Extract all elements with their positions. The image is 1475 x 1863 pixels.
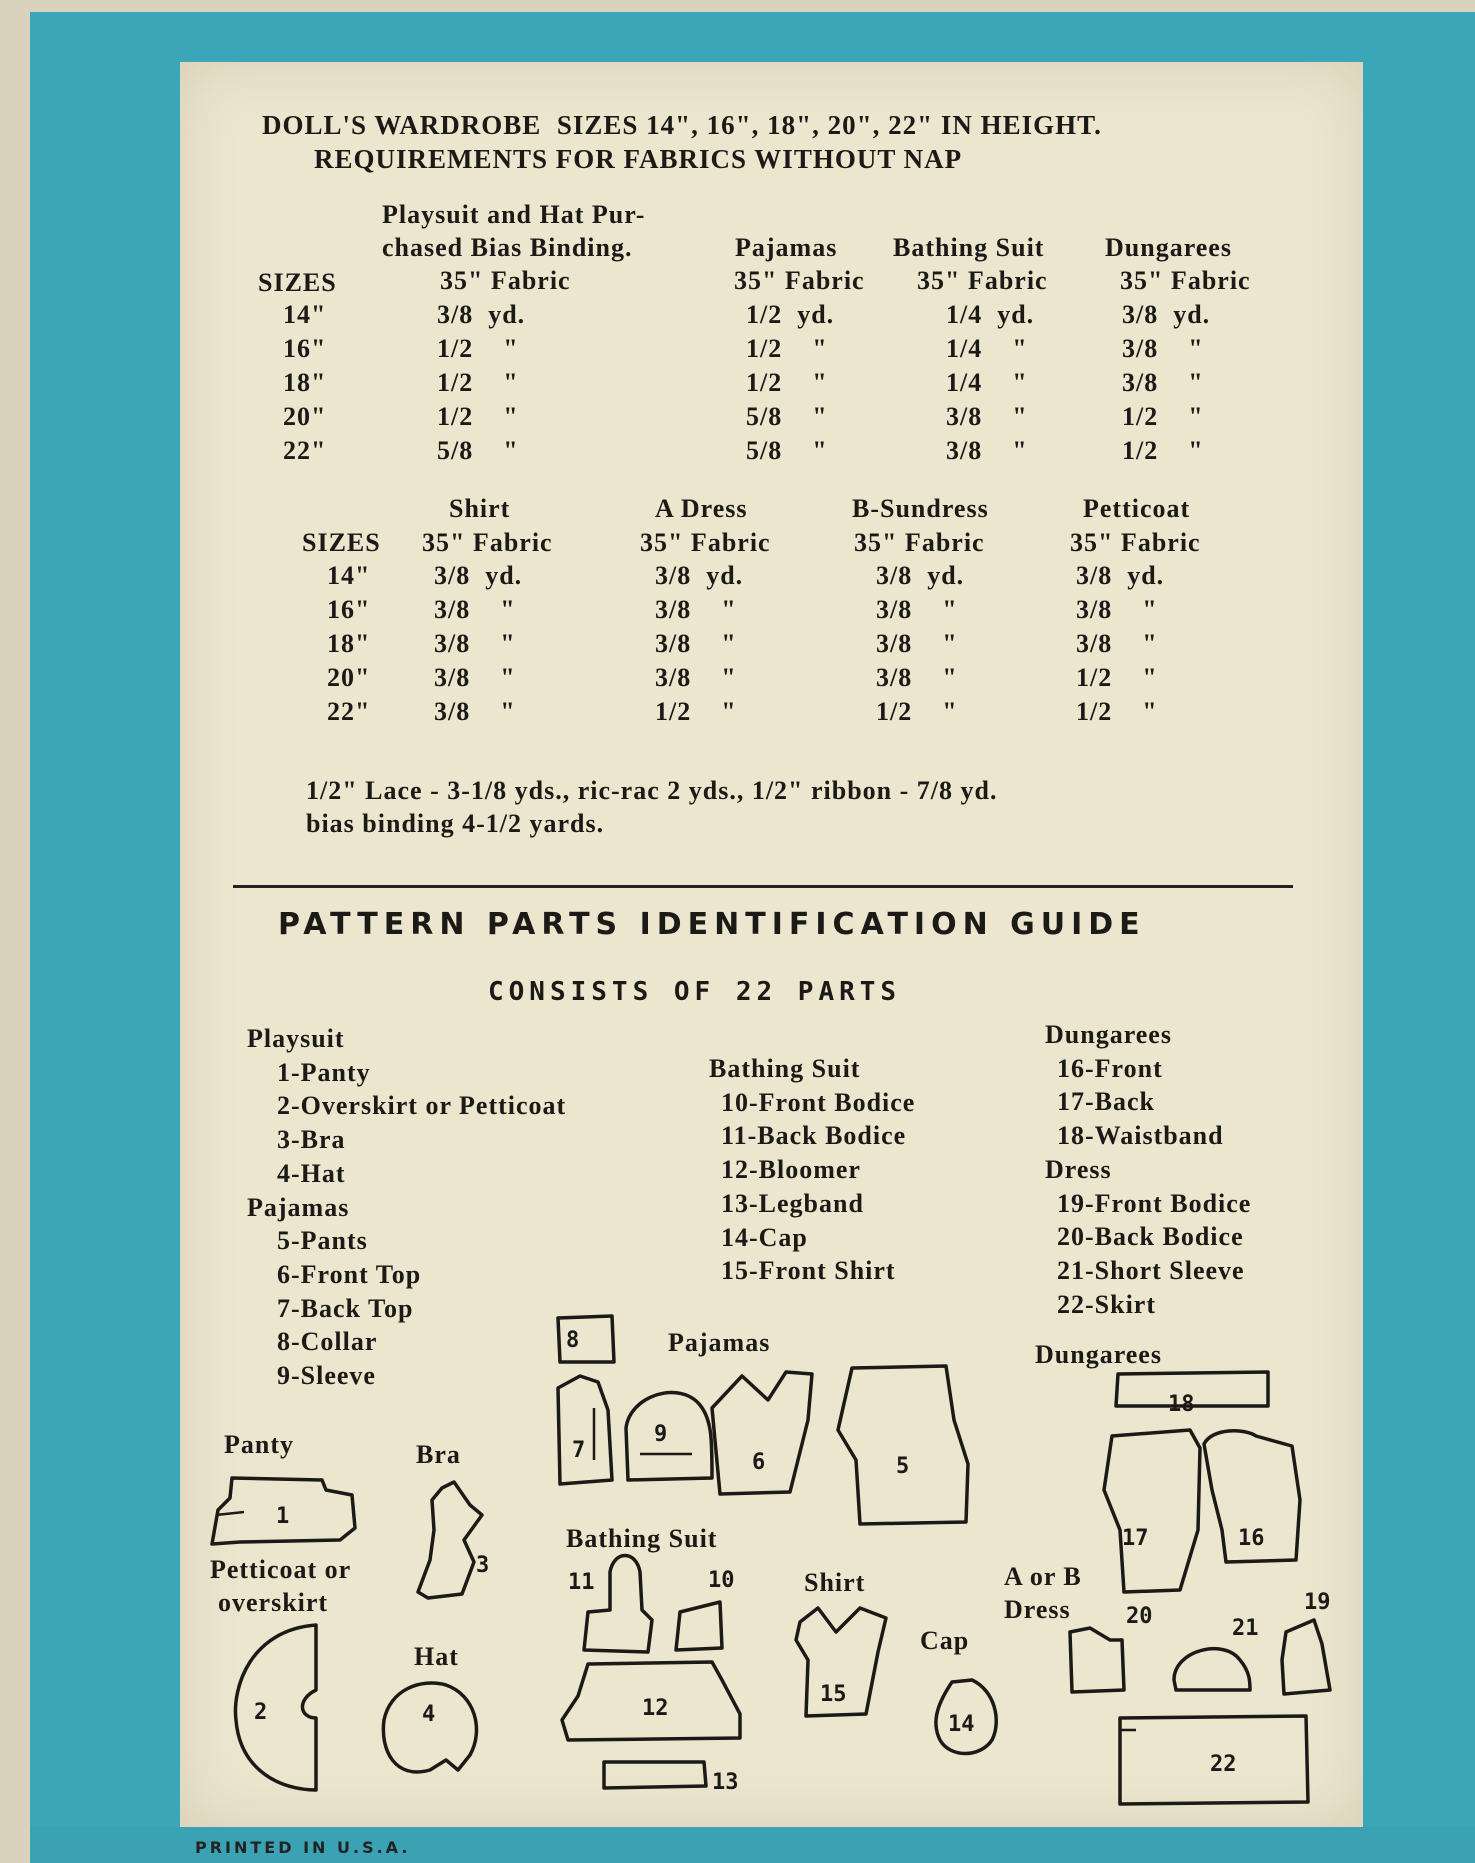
table-1-cell: 1/2 " <box>1122 402 1204 431</box>
piece-back <box>1104 1430 1200 1592</box>
table-1-cell: 3/8 " <box>1122 334 1204 363</box>
t2-header-fabric-4: 35" Fabric <box>1070 528 1201 557</box>
table-1-cell: 3/8 yd. <box>1122 300 1211 329</box>
notions-line-1: 1/2" Lace - 3-1/8 yds., ric-rac 2 yds., 1/2" ribbon - 7/8 yd. <box>306 776 998 805</box>
table-2-cell: 3/8 yd. <box>655 561 744 590</box>
table-2-cell: 3/8 " <box>876 629 958 658</box>
piece-number: 10 <box>708 1568 735 1593</box>
piece-number: 12 <box>642 1696 669 1721</box>
label-shirt: Shirt <box>804 1568 866 1597</box>
part-item: 9-Sleeve <box>277 1361 376 1391</box>
t1-header-fabric-3: 35" Fabric <box>917 266 1048 295</box>
label-panty: Panty <box>224 1430 294 1459</box>
part-item: 18-Waistband <box>1057 1121 1224 1151</box>
piece-back-bodice-dress <box>1070 1628 1124 1692</box>
part-item: 14-Cap <box>721 1222 808 1252</box>
t2-header-petticoat: Petticoat <box>1083 494 1191 523</box>
table-1-cell: 16" <box>283 334 327 363</box>
header-line-1: DOLL'S WARDROBE SIZES 14", 16", 18", 20", 22" IN HEIGHT. <box>262 110 1102 140</box>
piece-number: 22 <box>1210 1752 1237 1777</box>
piece-legband <box>604 1762 706 1788</box>
t1-header-dungarees: Dungarees <box>1105 233 1232 262</box>
piece-number: 19 <box>1304 1590 1331 1615</box>
piece-number: 15 <box>820 1682 847 1707</box>
guide-title: PATTERN PARTS IDENTIFICATION GUIDE <box>278 907 1146 942</box>
part-item: 13-Legband <box>721 1188 864 1218</box>
part-item: 3-Bra <box>277 1125 346 1155</box>
table-1-cell: 1/4 " <box>946 334 1028 363</box>
table-2-cell: 3/8 " <box>434 629 516 658</box>
part-item: 7-Back Top <box>277 1293 414 1323</box>
parts-group-pajamas: Pajamas <box>247 1192 350 1222</box>
piece-number: 21 <box>1232 1616 1259 1641</box>
piece-number: 7 <box>572 1438 586 1463</box>
part-item: 22-Skirt <box>1057 1289 1156 1319</box>
notions-line-2: bias binding 4-1/2 yards. <box>306 809 605 838</box>
table-2-cell: 20" <box>327 663 371 692</box>
piece-hat <box>383 1683 476 1772</box>
piece-number: 5 <box>896 1454 910 1479</box>
table-2-cell: 1/2 " <box>876 697 958 726</box>
label-dress-2: Dress <box>1004 1595 1071 1624</box>
label-bathing-suit: Bathing Suit <box>566 1524 718 1553</box>
table-1-cell: 1/4 yd. <box>946 300 1035 329</box>
table-2-cell: 3/8 " <box>655 595 737 624</box>
part-item: 15-Front Shirt <box>721 1256 896 1286</box>
t1-header-playsuit-a: Playsuit and Hat Pur- <box>382 200 646 229</box>
t1-header-bathing: Bathing Suit <box>893 233 1045 262</box>
part-item: 16-Front <box>1057 1053 1163 1083</box>
t1-header-fabric-2: 35" Fabric <box>734 266 865 295</box>
table-1-cell: 5/8 " <box>746 436 828 465</box>
guide-subtitle: CONSISTS OF 22 PARTS <box>488 977 902 1007</box>
label-cap: Cap <box>920 1626 970 1655</box>
table-2-cell: 3/8 " <box>434 663 516 692</box>
part-item: 5-Pants <box>277 1226 368 1256</box>
t2-header-fabric-1: 35" Fabric <box>422 528 553 557</box>
piece-number: 17 <box>1122 1526 1149 1551</box>
piece-back-top <box>558 1376 612 1484</box>
parts-group-bathing-suit: Bathing Suit <box>709 1054 861 1083</box>
table-2-cell: 1/2 " <box>655 697 737 726</box>
table-2-cell: 3/8 yd. <box>434 561 523 590</box>
label-hat: Hat <box>414 1642 459 1671</box>
table-2-cell: 3/8 " <box>1076 629 1158 658</box>
t2-header-bsundress: B-Sundress <box>852 494 989 523</box>
parts-group-dress: Dress <box>1045 1154 1112 1184</box>
part-item: 4-Hat <box>277 1158 346 1188</box>
table-1-cell: 1/2 yd. <box>746 300 835 329</box>
table-2-cell: 3/8 " <box>1076 595 1158 624</box>
piece-number: 18 <box>1168 1392 1195 1417</box>
piece-sleeve <box>626 1393 712 1480</box>
table-2-cell: 3/8 " <box>655 663 737 692</box>
table-1-cell: 14" <box>283 300 327 329</box>
piece-pants <box>838 1366 968 1524</box>
t1-header-fabric-1: 35" Fabric <box>440 266 571 295</box>
table-1-cell: 20" <box>283 402 327 431</box>
parts-group-dungarees: Dungarees <box>1045 1020 1172 1049</box>
piece-number: 11 <box>568 1570 595 1595</box>
piece-number: 3 <box>476 1553 490 1578</box>
table-2-cell: 14" <box>327 561 371 590</box>
t2-header-sizes: SIZES <box>302 528 381 557</box>
table-1-cell: 3/8 " <box>946 436 1028 465</box>
piece-number: 16 <box>1238 1526 1265 1551</box>
piece-bra <box>418 1482 482 1598</box>
piece-front-top <box>712 1372 812 1494</box>
printed-in-usa: PRINTED IN U.S.A. <box>195 1838 411 1857</box>
piece-number: 13 <box>712 1770 739 1795</box>
table-2-cell: 1/2 " <box>1076 663 1158 692</box>
part-item: 8-Collar <box>277 1327 378 1357</box>
table-1-cell: 3/8 " <box>1122 368 1204 397</box>
table-2-cell: 3/8 " <box>876 663 958 692</box>
label-petticoat-1: Petticoat or <box>210 1555 352 1584</box>
label-dungarees: Dungarees <box>1035 1340 1162 1369</box>
table-2-cell: 3/8 " <box>655 629 737 658</box>
table-1-cell: 5/8 " <box>437 436 519 465</box>
piece-number: 6 <box>752 1450 766 1475</box>
part-item: 6-Front Top <box>277 1259 422 1289</box>
part-item: 11-Back Bodice <box>721 1121 907 1151</box>
table-2-cell: 3/8 yd. <box>1076 561 1165 590</box>
piece-number: 8 <box>566 1328 580 1353</box>
piece-front-bodice <box>676 1602 722 1650</box>
table-2-cell: 16" <box>327 595 371 624</box>
t2-header-fabric-2: 35" Fabric <box>640 528 771 557</box>
part-item: 12-Bloomer <box>721 1155 861 1185</box>
t2-header-adress: A Dress <box>655 494 748 523</box>
table-1-cell: 1/2 " <box>746 334 828 363</box>
t1-header-playsuit-b: chased Bias Binding. <box>382 233 633 262</box>
piece-petticoat <box>235 1625 316 1790</box>
piece-short-sleeve <box>1174 1649 1250 1690</box>
t1-header-pajamas: Pajamas <box>735 233 838 262</box>
table-2-cell: 18" <box>327 629 371 658</box>
piece-number: 20 <box>1126 1604 1153 1629</box>
table-2-cell: 3/8 yd. <box>876 561 965 590</box>
table-1-cell: 1/2 " <box>1122 436 1204 465</box>
part-item: 10-Front Bodice <box>721 1087 916 1117</box>
table-1-cell: 22" <box>283 436 327 465</box>
table-1-cell: 5/8 " <box>746 402 828 431</box>
table-1-cell: 18" <box>283 368 327 397</box>
part-item: 17-Back <box>1057 1087 1155 1117</box>
label-bra: Bra <box>416 1440 461 1469</box>
header-line-2: REQUIREMENTS FOR FABRICS WITHOUT NAP <box>314 144 963 174</box>
table-2-cell: 3/8 " <box>434 697 516 726</box>
t2-header-fabric-3: 35" Fabric <box>854 528 985 557</box>
parts-group-playsuit: Playsuit <box>247 1024 345 1053</box>
t1-header-sizes: SIZES <box>258 268 337 297</box>
part-item: 20-Back Bodice <box>1057 1222 1244 1252</box>
part-item: 1-Panty <box>277 1057 371 1087</box>
label-dress-1: A or B <box>1004 1562 1082 1591</box>
table-2-cell: 3/8 " <box>434 595 516 624</box>
table-1-cell: 1/4 " <box>946 368 1028 397</box>
piece-number: 9 <box>654 1422 668 1447</box>
part-item: 2-Overskirt or Petticoat <box>277 1091 567 1121</box>
part-item: 21-Short Sleeve <box>1057 1255 1245 1285</box>
table-1-cell: 1/2 " <box>437 368 519 397</box>
label-petticoat-2: overskirt <box>218 1588 329 1617</box>
table-1-cell: 1/2 " <box>437 402 519 431</box>
table-1-cell: 1/2 " <box>437 334 519 363</box>
table-2-cell: 22" <box>327 697 371 726</box>
table-2-cell: 3/8 " <box>876 595 958 624</box>
piece-number: 2 <box>254 1700 268 1725</box>
table-1-cell: 3/8 yd. <box>437 300 526 329</box>
t2-header-shirt: Shirt <box>449 494 511 523</box>
label-pajamas: Pajamas <box>668 1328 771 1357</box>
table-1-cell: 3/8 " <box>946 402 1028 431</box>
piece-number: 4 <box>422 1702 436 1727</box>
part-item: 19-Front Bodice <box>1057 1188 1252 1218</box>
piece-front-bodice-dress <box>1282 1620 1330 1694</box>
t1-header-fabric-4: 35" Fabric <box>1120 266 1251 295</box>
table-1-cell: 1/2 " <box>746 368 828 397</box>
table-2-cell: 1/2 " <box>1076 697 1158 726</box>
piece-number: 14 <box>948 1712 975 1737</box>
piece-number: 1 <box>276 1504 290 1529</box>
